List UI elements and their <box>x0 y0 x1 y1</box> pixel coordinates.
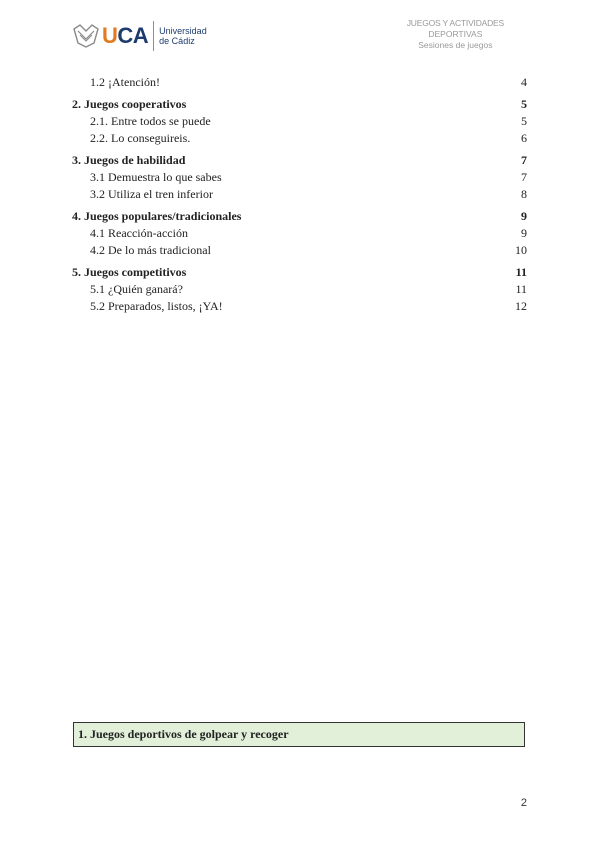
toc-entry-label: 3.2 Utiliza el tren inferior <box>90 187 213 201</box>
toc-entry-label: 2. Juegos cooperativos <box>72 97 187 111</box>
toc-subsection-entry[interactable] <box>72 130 527 147</box>
toc-subsection-entry[interactable] <box>72 113 527 130</box>
toc-entry-label: 5. Juegos competitivos <box>72 265 187 279</box>
toc-section-entry[interactable] <box>72 208 527 225</box>
toc-entry-page: 9 <box>521 209 527 223</box>
toc-entry-page: 11 <box>515 265 527 279</box>
document-title-header <box>407 18 504 51</box>
toc-entry-page: 4 <box>521 75 527 89</box>
toc-entry-page: 12 <box>515 299 527 313</box>
toc-entry-page: 5 <box>521 97 527 111</box>
toc-section-entry[interactable] <box>72 264 527 281</box>
logo-university-name: Universidad de Cádiz <box>159 26 207 46</box>
toc-subsection-entry[interactable] <box>72 225 527 242</box>
toc-entry-page: 10 <box>515 243 527 257</box>
page-number: 2 <box>520 797 527 809</box>
toc-entry-page: 6 <box>521 131 527 145</box>
logo-divider <box>153 21 154 51</box>
toc-entry-label: 4. Juegos populares/tradicionales <box>72 209 242 223</box>
toc-entry-page: 7 <box>521 153 527 167</box>
toc-entry-label: 4.1 Reacción-acción <box>90 226 188 240</box>
toc-entry-label: 3. Juegos de habilidad <box>72 153 186 167</box>
toc-entry-page: 7 <box>521 170 527 184</box>
toc-subsection-entry[interactable] <box>72 74 527 91</box>
toc-entry-page: 5 <box>521 114 527 128</box>
toc-entry-label: 4.2 De lo más tradicional <box>90 243 211 257</box>
logo-wordmark: UCA <box>102 23 149 48</box>
toc-subsection-entry[interactable] <box>72 186 527 203</box>
toc-section-entry[interactable] <box>72 96 527 113</box>
header-subtitle: Sesiones de juegos <box>418 40 493 50</box>
toc-subsection-entry[interactable] <box>72 298 527 315</box>
section-heading: 1. Juegos deportivos de golpear y recoger <box>73 722 525 747</box>
toc-section-entry[interactable] <box>72 152 527 169</box>
header-title-line2: DEPORTIVAS <box>428 29 483 39</box>
toc-entry-label: 5.2 Preparados, listos, ¡YA! <box>90 299 223 313</box>
toc-subsection-entry[interactable] <box>72 169 527 186</box>
toc-subsection-entry[interactable] <box>72 281 527 298</box>
toc-entry-page: 9 <box>521 226 527 240</box>
university-logo <box>72 18 207 54</box>
page-header <box>0 0 600 70</box>
header-title-line1: JUEGOS Y ACTIVIDADES <box>406 18 504 28</box>
toc-entry-page: 11 <box>515 282 527 296</box>
toc-entry-label: 1.2 ¡Atención! <box>90 75 160 89</box>
toc-entry-label: 5.1 ¿Quién ganará? <box>90 282 183 296</box>
toc-entry-label: 2.1. Entre todos se puede <box>90 114 211 128</box>
table-of-contents <box>72 74 527 315</box>
toc-subsection-entry[interactable] <box>72 242 527 259</box>
toc-entry-label: 3.1 Demuestra lo que sabes <box>90 170 222 184</box>
toc-entry-page: 8 <box>521 187 527 201</box>
university-crest-icon <box>72 21 100 51</box>
toc-entry-label: 2.2. Lo conseguireis. <box>90 131 191 145</box>
